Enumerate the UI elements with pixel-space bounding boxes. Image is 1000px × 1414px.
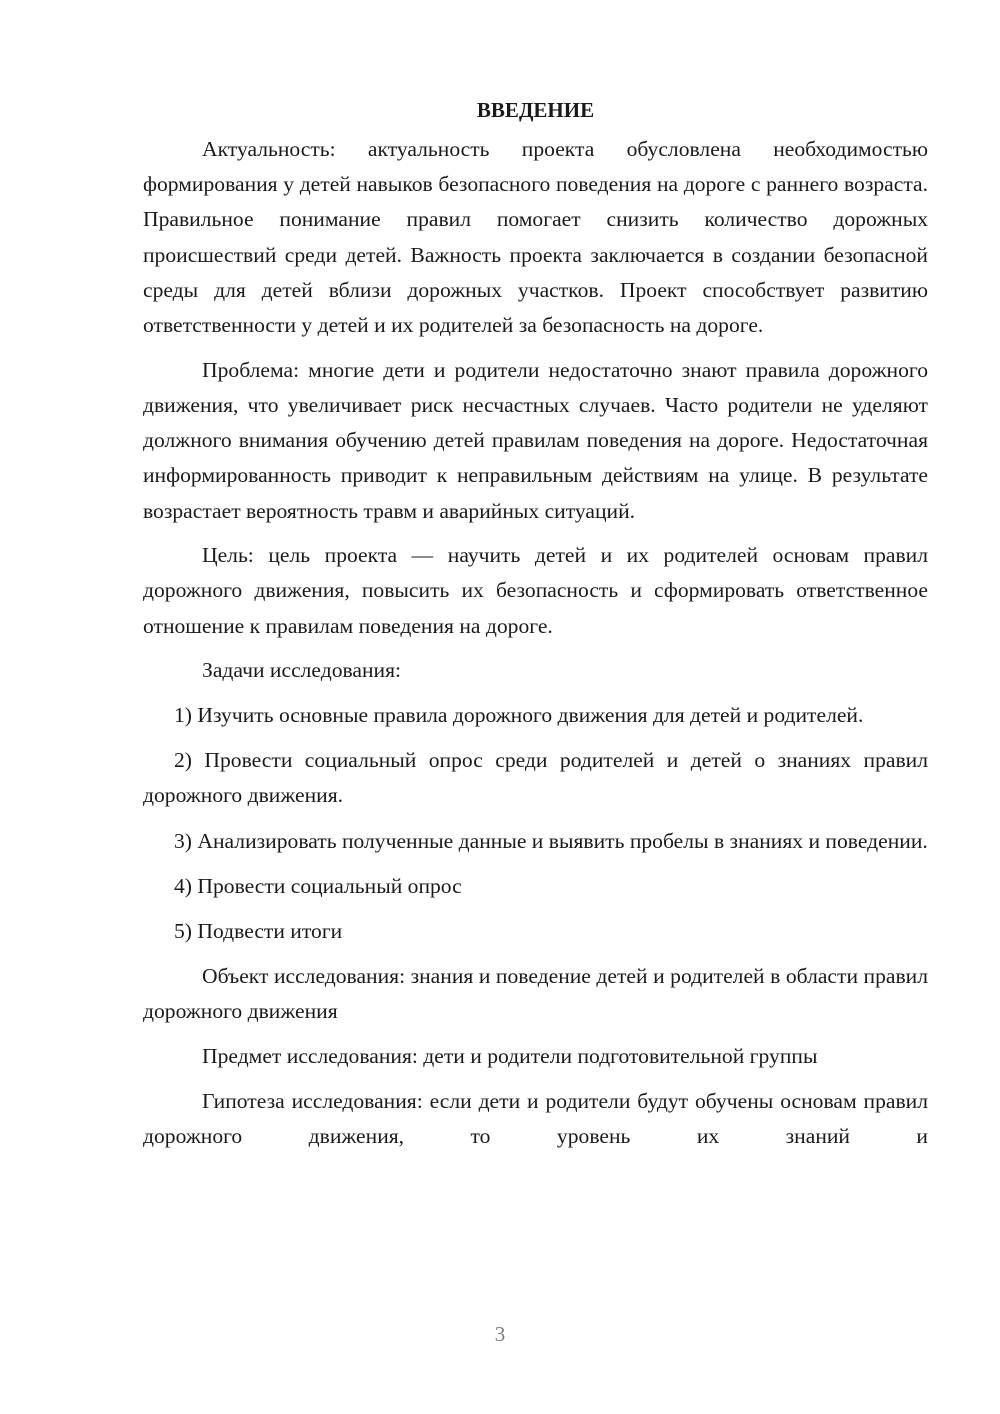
task-item-1: 1) Изучить основные правила дорожного движения для детей и родителей. — [174, 703, 864, 728]
tasks-heading: Задачи исследования: — [202, 658, 402, 683]
task-item-4: 4) Провести социальный опрос — [174, 873, 462, 898]
relevance-paragraph: Актуальность: актуальность проекта обусловлена необходимостью формирования у детей навыков безопасного поведения на дороге с раннего возраста. Правильное понимание правил помогает снизить количество дорожных происшествий среди детей. Важность проекта заключается в создании безопасной среды для детей вблизи дорожных участков. Проект способствует развитию ответственности у детей и их родителей за безопасность на дороге. — [143, 137, 928, 338]
page-number: 3 — [494, 1322, 506, 1346]
hypothesis-paragraph: Гипотеза исследования: если дети и родители будут обучены основам правил дорожного движения, то уровень их знаний и — [143, 1088, 928, 1149]
subject-paragraph: Предмет исследования: дети и родители подготовительной группы — [202, 1044, 818, 1069]
goal-paragraph: Цель: цель проекта — научить детей и их родителей основам правил дорожного движения, повысить их безопасность и сформировать ответственное отношение к правилам поведения на дороге. — [143, 543, 928, 638]
object-paragraph: Объект исследования: знания и поведение детей и родителей в области правил дорожного движения — [143, 964, 928, 1024]
document-title: ВВЕДЕНИЕ — [476, 98, 595, 122]
task-item-5: 5) Подвести итоги — [174, 919, 343, 944]
task-item-2: 2) Провести социальный опрос среди родителей и детей о знаниях правил дорожного движения. — [143, 748, 928, 808]
problem-paragraph: Проблема: многие дети и родители недостаточно знают правила дорожного движения, что увеличивает риск несчастных случаев. Часто родители не уделяют должного внимания обучению детей правилам поведения на дороге. Недостаточная информированность приводит к неправильным действиям на улице. В результате возрастает вероятность травм и аварийных ситуаций. — [143, 357, 928, 523]
task-item-3: 3) Анализировать полученные данные и выявить пробелы в знаниях и поведении. — [174, 828, 928, 853]
document-page — [143, 92, 928, 1164]
